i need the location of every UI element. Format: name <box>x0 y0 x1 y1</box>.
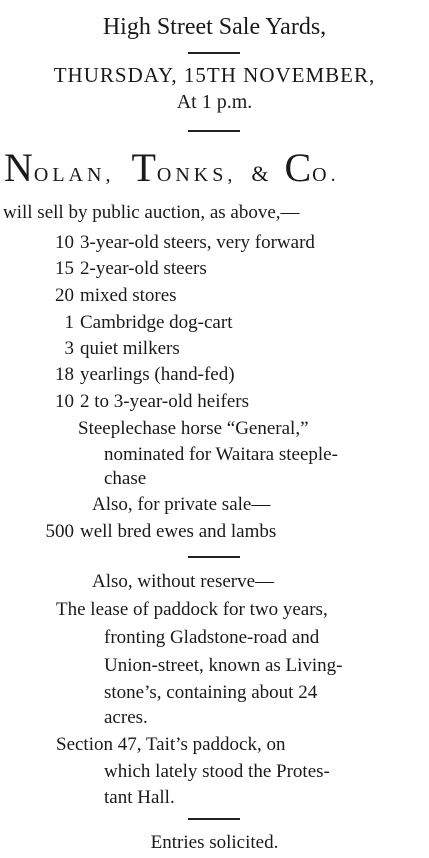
horse-line: chase <box>104 468 147 489</box>
horse-line: nominated for Waitara steeple- <box>104 444 338 465</box>
lot-item: 3 quiet milkers <box>64 338 180 359</box>
lease-line: Union-street, known as Living- <box>104 655 343 676</box>
lot-item: 10 3-year-old steers, very forward <box>55 232 315 253</box>
lease-line: acres. <box>104 707 148 728</box>
section-line: Section 47, Tait’s paddock, on <box>56 734 286 755</box>
private-sale-item: 500 well bred ewes and lambs <box>45 521 277 542</box>
private-sale-label: Also, for private sale— <box>92 494 271 515</box>
horse-line: Steeplechase horse “General,” <box>78 418 309 439</box>
divider <box>188 818 240 820</box>
lease-line: The lease of paddock for two years, <box>56 599 328 620</box>
lot-item: 18 yearlings (hand-fed) <box>55 364 235 385</box>
sale-date: THURSDAY, 15TH NOVEMBER, <box>53 63 376 87</box>
lease-line: stone’s, containing about 24 <box>104 682 318 703</box>
reserve-label: Also, without reserve— <box>92 571 275 592</box>
auctioneer-name: NOLAN, TONKS, & CO. <box>4 145 340 190</box>
lot-item: 1 Cambridge dog-cart <box>64 312 233 333</box>
section-line: tant Hall. <box>104 787 175 808</box>
divider <box>188 130 240 132</box>
divider <box>188 52 240 54</box>
entries-footer: Entries solicited. <box>150 832 279 853</box>
section-line: which lately stood the Protes- <box>104 761 330 782</box>
sale-time: At 1 p.m. <box>176 91 253 113</box>
lease-line: fronting Gladstone-road and <box>104 627 320 648</box>
intro-text: will sell by public auction, as above,— <box>3 202 300 223</box>
sale-yards-title: High Street Sale Yards, <box>102 14 327 40</box>
lot-item: 20 mixed stores <box>55 285 177 306</box>
lot-item: 10 2 to 3-year-old heifers <box>55 391 249 412</box>
divider <box>188 556 240 558</box>
lot-item: 15 2-year-old steers <box>55 258 207 279</box>
